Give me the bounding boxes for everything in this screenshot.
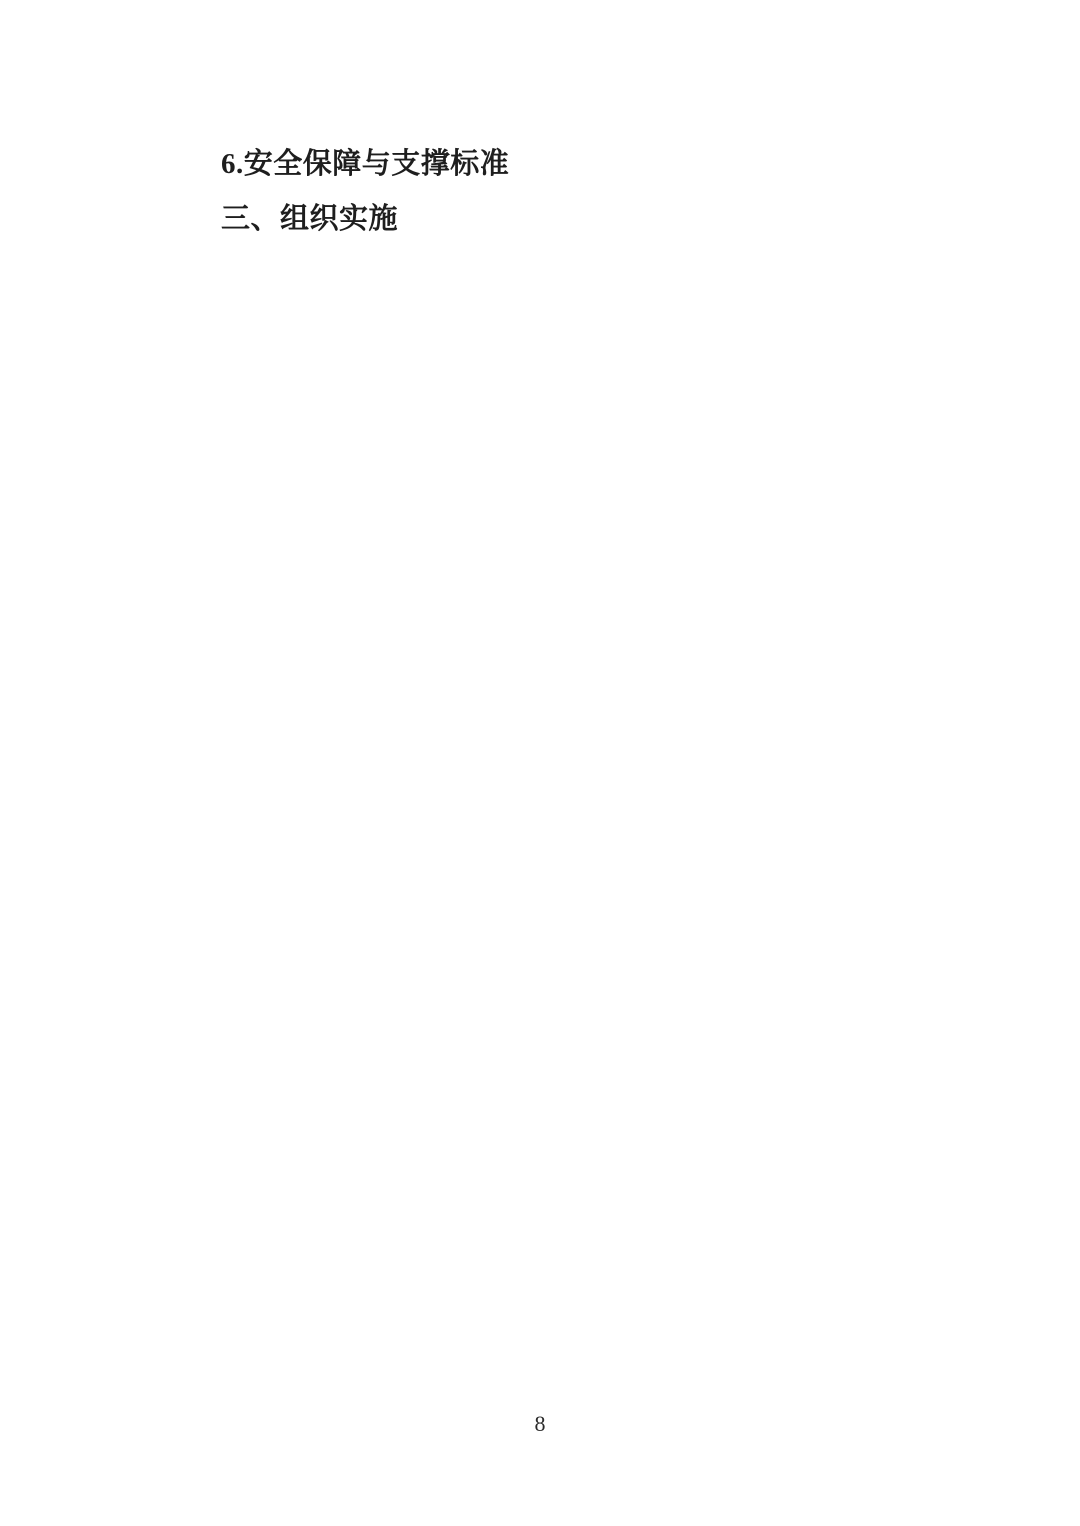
page-number: 8 (534, 1411, 546, 1436)
document-body (163, 137, 916, 247)
page-footer (0, 1406, 1080, 1442)
section-heading: 6.安全保障与支撑标准 (221, 148, 510, 180)
section-heading: 三、组织实施 (221, 203, 399, 235)
